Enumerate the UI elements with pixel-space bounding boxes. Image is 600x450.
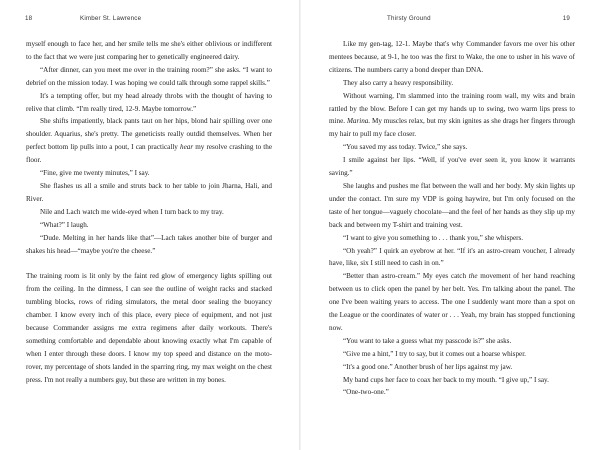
page-number: 19: [562, 15, 570, 22]
paragraph: My band cups her face to coax her back to my mouth. “I give up,” I say.: [343, 375, 549, 384]
paragraph: I smile against her lips. “Well, if you've ever seen it, you know it warrants saving.”: [329, 156, 575, 178]
right-page: [300, 0, 600, 450]
paragraph: Without warning, I'm slammed into the training room wall, my wits and brain rattled by the blow. Before I can get my hands up to swing, two warm lips press to mine. Marina. My muscles relax, but my skin ignites as she drags her fingers through my hair to pull my face closer.: [329, 91, 575, 139]
paragraph: She flashes us all a smile and struts back to her table to join Jharna, Hali, and River.: [26, 181, 272, 203]
paragraph: “Fine, give me twenty minutes,” I say.: [40, 169, 150, 178]
paragraph: “What?” I laugh.: [40, 220, 89, 229]
paragraph: Nile and Lach watch me wide-eyed when I turn back to my tray.: [40, 207, 224, 216]
running-head-title: Thirsty Ground: [387, 15, 431, 22]
paragraph: “Oh yeah?” I quirk an eyebrow at her. “If it's an astro-cream voucher, I already have, like, six I still need to cash in on.”: [329, 246, 575, 268]
paragraph: “Dude. Melting in her hands like that”—Lach takes another bite of burger and shakes his head—“maybe you're the cheese.”: [26, 233, 272, 255]
paragraph: She laughs and pushes me flat between the wall and her body. My skin lights up under the contact. I'm sure my VDP is going haywire, but I'm only focused on the taste of her tongue—vaguely chocolate—and the feel of her hands as they slip up my back and between my T-shirt and training vest.: [329, 181, 575, 229]
paragraph: “You want to take a guess what my passcode is?” she asks.: [343, 336, 512, 345]
section-opening-paragraph: The training room is lit only by the faint red glow of emergency lights spilling out from the ceiling. In the dimness, I can see the outline of weight racks and stacked tumbling blocks, rows of riding simulators, the metal door sealing the buoyancy chamber. I know every inch of this place, every piece of equipment, and not just because Commander assigns me extra regimens after daily workouts. There's something comfortable and dependable about knowing exactly what I'm capable of when I enter through these doors. I know my top speed and distance on the moto-rover, my percentage of shots landed in the sparring ring, my max weight on the chest press. I'm not really a numbers guy, but these are written in my bones.: [26, 272, 272, 384]
paragraph: They also carry a heavy responsibility.: [343, 78, 454, 87]
running-head-author: Kimber St. Lawrence: [80, 15, 142, 22]
paragraph: She shifts impatiently, black pants taut on her hips, blond hair spilling over one shoulder. Aquarius, she's pretty. The geneticists really outdid themselves. When her perfect bottom lip pulls into a pout, I can practically hear my resolve crashing to the floor.: [26, 117, 272, 165]
paragraph: “Better than astro-cream.” My eyes catch the movement of her hand reaching between us to click open the panel by her belt. Yes. I'm talking about the panel. The one I've been waiting years to access. The one I suddenly want more than a spot on the League or the coordinates of water or . . . Yeah, my brain has stopped functioning now.: [329, 272, 575, 332]
paragraph: It's a tempting offer, but my head already throbs with the thought of having to relive that climb. “I'm really tired, 12-9. Maybe tomorrow.”: [26, 91, 272, 113]
page-number: 18: [25, 15, 33, 22]
left-page-body: [26, 38, 272, 386]
paragraph: “One-two-one.”: [343, 388, 389, 397]
paragraph: “It's a good one.” Another brush of her lips against my jaw.: [343, 362, 513, 371]
paragraph: Like my gen-tag, 12-1. Maybe that's why Commander favors me over his other mentees because, at 9-1, he too was the first to Wake, the one to usher in his wave of citizens. The numbers carry a bond deeper than DNA.: [329, 40, 575, 74]
paragraph: “Give me a hint,” I try to say, but it comes out a hoarse whisper.: [343, 349, 526, 358]
paragraph: myself enough to face her, and her smile tells me she's either oblivious or indifferent to the fact that we were just comparing her to genetically engineered dairy.: [26, 40, 272, 61]
paragraph: “After dinner, can you meet me over in the training room?” she asks. “I want to debrief on the mission today. I was hoping we could talk through some rappel skills.”: [26, 65, 272, 87]
paragraph: “You saved my ass today. Twice,” she says.: [343, 143, 468, 152]
right-page-body: [329, 38, 575, 399]
paragraph: “I want to give you something to . . . thank you,” she whispers.: [343, 233, 524, 242]
